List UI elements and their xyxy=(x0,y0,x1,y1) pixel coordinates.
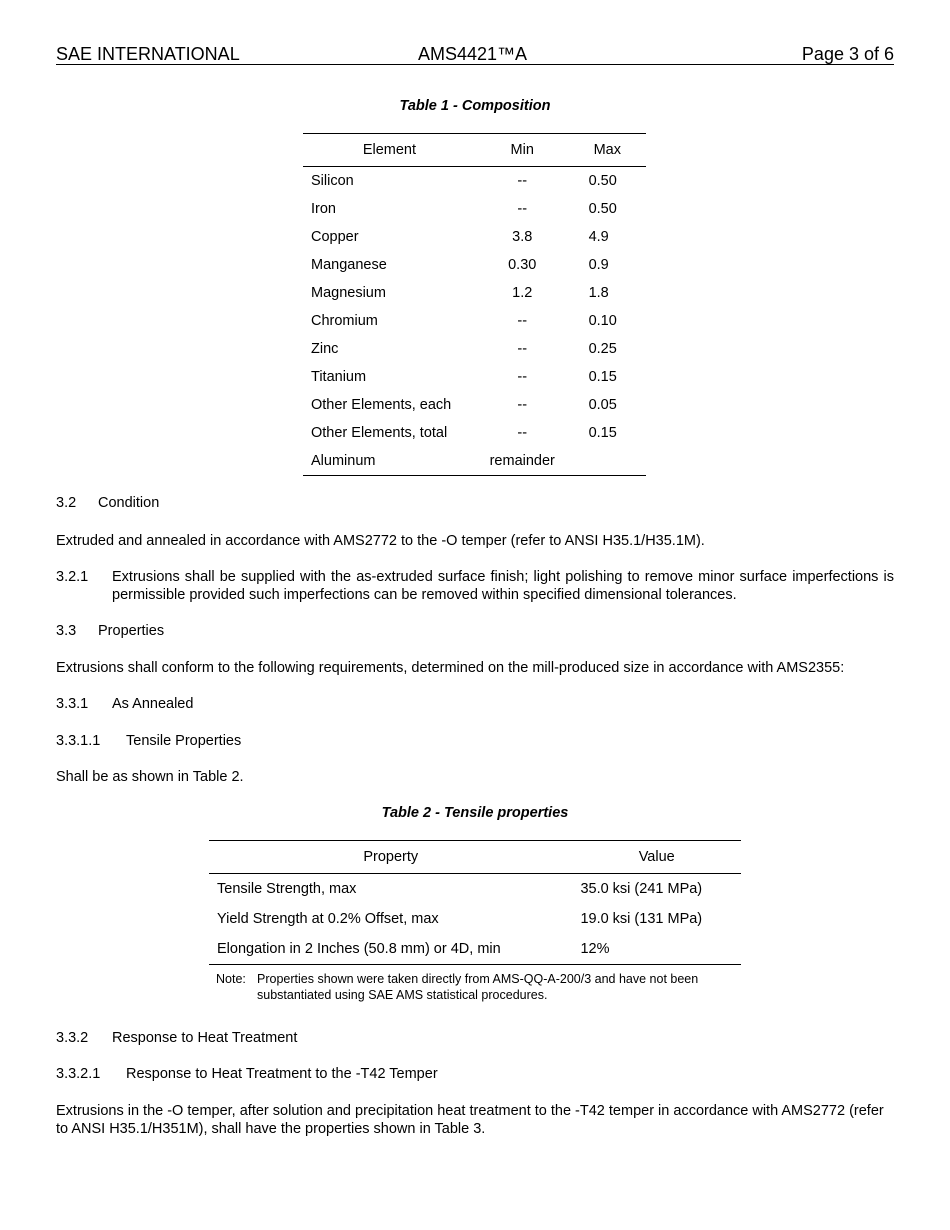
section-3-3-body: Extrusions shall conform to the following requirements, determined on the mill-produced size in accordance with AMS2355: xyxy=(56,660,845,676)
section-3-2-1 xyxy=(56,568,894,604)
cell-min: -- xyxy=(517,173,528,189)
header-organization: SAE INTERNATIONAL xyxy=(56,44,240,64)
cell-max: 0.05 xyxy=(588,397,617,413)
table-row xyxy=(303,195,646,223)
cell-property: Elongation in 2 Inches (50.8 mm) or 4D, min xyxy=(217,941,501,957)
cell-max: 0.9 xyxy=(588,257,609,273)
cell-max: 4.9 xyxy=(588,229,609,245)
cell-element: Zinc xyxy=(311,341,339,357)
cell-min: remainder xyxy=(489,453,555,469)
cell-max: 0.15 xyxy=(588,425,617,441)
cell-value: 35.0 ksi (241 MPa) xyxy=(580,881,703,897)
table-row xyxy=(209,874,741,905)
table-row xyxy=(303,167,646,196)
table2-note xyxy=(216,971,736,1003)
cell-min: -- xyxy=(517,397,528,413)
header-document-id: AMS4421™A xyxy=(418,44,528,64)
cell-min: -- xyxy=(517,201,528,217)
composition-table xyxy=(303,133,646,476)
section-title: Properties xyxy=(98,623,165,639)
section-title: Response to Heat Treatment xyxy=(112,1030,298,1046)
cell-element: Titanium xyxy=(311,369,367,385)
cell-value: 12% xyxy=(580,941,610,957)
column-header-min: Min xyxy=(510,142,534,158)
cell-element: Aluminum xyxy=(311,453,376,469)
table-row xyxy=(303,363,646,391)
cell-min: -- xyxy=(517,425,528,441)
cell-min: 3.8 xyxy=(512,229,533,245)
section-number: 3.3.2.1 xyxy=(56,1066,101,1082)
table-row xyxy=(303,279,646,307)
section-3-3-1-heading xyxy=(56,695,894,713)
table1-caption: Table 1 - Composition xyxy=(399,98,551,114)
cell-min: -- xyxy=(517,313,528,329)
section-title: Tensile Properties xyxy=(126,733,242,749)
cell-min: -- xyxy=(517,369,528,385)
table-header-row xyxy=(209,841,741,874)
section-3-3-2-1-body: Extrusions in the -O temper, after solution and precipitation heat treatment to the -T42 temper in accordance with AMS2772 (refer to ANSI H35.1/H351M), shall have the properties shown in Table 3. xyxy=(56,1103,884,1137)
table-row xyxy=(303,391,646,419)
cell-element: Silicon xyxy=(311,173,354,189)
table-row xyxy=(303,307,646,335)
section-3-3-1-1-heading xyxy=(56,732,894,750)
column-header-value: Value xyxy=(638,849,675,865)
section-3-3-2-heading xyxy=(56,1029,894,1047)
section-number: 3.2.1 xyxy=(56,569,89,585)
cell-element: Other Elements, total xyxy=(311,425,448,441)
cell-max: 0.10 xyxy=(588,313,617,329)
table-row xyxy=(303,251,646,279)
cell-min: 1.2 xyxy=(512,285,533,301)
table-header-row xyxy=(303,134,646,167)
section-number: 3.2 xyxy=(56,495,77,511)
section-3-3-1-1-body: Shall be as shown in Table 2. xyxy=(56,769,244,785)
cell-max xyxy=(569,447,646,476)
table-row xyxy=(303,447,646,476)
section-number: 3.3.2 xyxy=(56,1030,89,1046)
column-header-property: Property xyxy=(363,849,419,865)
cell-max: 0.50 xyxy=(588,173,617,189)
cell-property: Tensile Strength, max xyxy=(217,881,357,897)
page-header xyxy=(56,44,894,65)
table-row xyxy=(209,934,741,965)
cell-min: 0.30 xyxy=(508,257,537,273)
note-text: Properties shown were taken directly from AMS-QQ-A-200/3 and have not been substantiated using SAE AMS statistical procedures. xyxy=(257,972,699,1002)
section-number: 3.3.1.1 xyxy=(56,733,101,749)
column-header-element: Element xyxy=(362,142,417,158)
cell-element: Manganese xyxy=(311,257,387,273)
table-row xyxy=(303,335,646,363)
note-label: Note: xyxy=(216,972,246,986)
cell-element: Chromium xyxy=(311,313,378,329)
section-title: As Annealed xyxy=(112,696,194,712)
cell-max: 1.8 xyxy=(588,285,609,301)
section-number: 3.3.1 xyxy=(56,696,89,712)
tensile-properties-table xyxy=(209,840,741,965)
cell-max: 0.15 xyxy=(588,369,617,385)
section-title: Response to Heat Treatment to the -T42 Temper xyxy=(126,1066,438,1082)
section-3-3-heading xyxy=(56,622,894,640)
table-row xyxy=(303,223,646,251)
cell-element: Magnesium xyxy=(311,285,386,301)
cell-max: 0.50 xyxy=(588,201,617,217)
header-page-number: Page 3 of 6 xyxy=(801,44,894,64)
cell-element: Iron xyxy=(311,201,336,217)
table-row xyxy=(209,904,741,934)
section-number: 3.3 xyxy=(56,623,77,639)
cell-element: Other Elements, each xyxy=(311,397,452,413)
cell-max: 0.25 xyxy=(588,341,617,357)
section-3-2-body: Extruded and annealed in accordance with AMS2772 to the -O temper (refer to ANSI H35.1/H35.1M). xyxy=(56,533,705,549)
table-row xyxy=(303,419,646,447)
cell-property: Yield Strength at 0.2% Offset, max xyxy=(217,911,439,927)
cell-element: Copper xyxy=(311,229,359,245)
section-text: Extrusions shall be supplied with the as-extruded surface finish; light polishing to remove minor surface imperfections is permissible provided such imperfections can be removed within specified dimensional tolerances. xyxy=(112,569,894,603)
section-title: Condition xyxy=(98,495,160,511)
section-3-2-heading xyxy=(56,494,894,512)
section-3-3-2-1-heading xyxy=(56,1065,894,1083)
cell-value: 19.0 ksi (131 MPa) xyxy=(580,911,703,927)
cell-min: -- xyxy=(517,341,528,357)
table2-caption: Table 2 - Tensile properties xyxy=(381,805,569,821)
column-header-max: Max xyxy=(593,142,621,158)
